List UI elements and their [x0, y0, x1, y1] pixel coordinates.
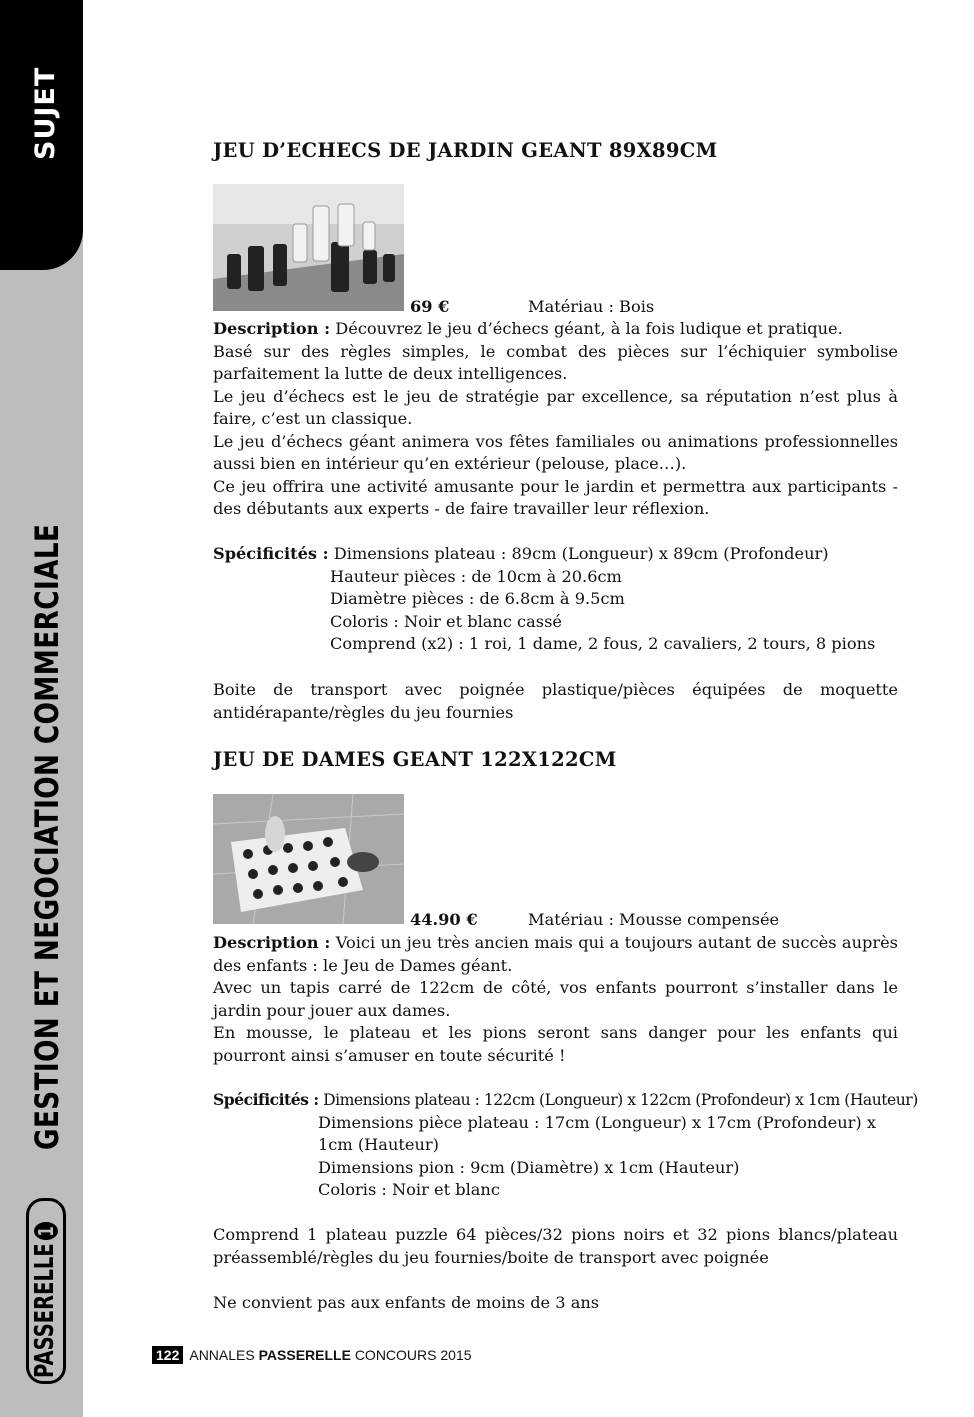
page-number: 122	[152, 1346, 183, 1364]
paragraph: Le jeu d’échecs est le jeu de stratégie par excellence, sa réputation n’est plus à faire, c’est un classique.	[213, 386, 898, 428]
footer-text-after: CONCOURS 2015	[354, 1347, 472, 1363]
specifications	[213, 543, 898, 656]
price: 69 €	[410, 297, 450, 316]
logo	[30, 1222, 60, 1378]
material: Matériau : Bois	[528, 297, 655, 316]
spec-item: Dimensions pion : 9cm (Diamètre) x 1cm (Hauteur)	[318, 1157, 740, 1177]
spec-item: Dimensions plateau : 122cm (Longueur) x 122cm (Profondeur) x 1cm (Hauteur)	[323, 1091, 918, 1109]
paragraph: Avec un tapis carré de 122cm de côté, vos enfants pourront s’installer dans le jardin pour jouer aux dames.	[213, 978, 898, 1020]
page-footer	[152, 1347, 472, 1363]
chess-photo	[213, 184, 404, 311]
package-info: Comprend 1 plateau puzzle 64 pièces/32 pions noirs et 32 pions blancs/plateau préassemblé/règles du jeu fournies/boite de transport avec poignée	[213, 1225, 898, 1267]
logo-number: 1	[34, 1222, 58, 1240]
description-text: Découvrez le jeu d’échecs géant, à la fois ludique et pratique.	[335, 319, 843, 338]
description-text: Voici un jeu très ancien mais qui a toujours autant de succès auprès des enfants : le Jeu de Dames géant.	[213, 933, 898, 975]
spec-item: 1cm (Hauteur)	[318, 1135, 439, 1154]
material: Matériau : Mousse compensée	[528, 910, 780, 929]
paragraph: Basé sur des règles simples, le combat des pièces sur l’échiquier symbolise parfaitement la lutte de deux intelligences.	[213, 341, 898, 383]
spec-item: Coloris : Noir et blanc cassé	[330, 611, 562, 631]
logo-text: PASSERELLE	[30, 1243, 60, 1378]
spec-item: Diamètre pièces : de 6.8cm à 9.5cm	[330, 589, 625, 608]
spec-item: Dimensions pièce plateau : 17cm (Longueur) x 17cm (Profondeur) x	[318, 1112, 876, 1132]
spec-item: Hauteur pièces : de 10cm à 20.6cm	[330, 566, 622, 586]
description-label: Description :	[213, 933, 331, 952]
specifications	[213, 1089, 918, 1202]
age-warning: Ne convient pas aux enfants de moins de 3 ans	[213, 1293, 600, 1312]
price: 44.90 €	[410, 910, 478, 929]
specs-label: Spécificités :	[213, 1090, 319, 1109]
description	[213, 318, 898, 521]
spec-item: Coloris : Noir et blanc	[318, 1180, 500, 1199]
section-title: GESTION ET NEGOCIATION COMMERCIALE	[28, 523, 66, 1150]
paragraph: Le jeu d’échecs géant animera vos fêtes familiales ou animations professionnelles aussi bien en intérieur qu’en extérieur (pelouse, place…).	[213, 431, 898, 473]
footer-brand: PASSERELLE	[258, 1347, 351, 1363]
spec-item: Dimensions plateau : 89cm (Longueur) x 89cm (Profondeur)	[333, 544, 829, 563]
product-title: JEU D’ECHECS DE JARDIN GEANT 89X89CM	[213, 139, 718, 162]
package-info: Boite de transport avec poignée plastique/pièces équipées de moquette antidérapante/règles du jeu fournies	[213, 680, 898, 722]
sidebar-tab-label: SUJET	[30, 66, 61, 160]
product-title: JEU DE DAMES GEANT 122X122CM	[213, 748, 617, 771]
footer-text: ANNALES	[189, 1347, 255, 1363]
paragraph: Ce jeu offrira une activité amusante pour le jardin et permettra aux participants - des débutants aux experts - de faire travailler leur réflexion.	[213, 476, 898, 518]
price-row	[410, 296, 654, 319]
draughts-photo	[213, 794, 404, 924]
specs-label: Spécificités :	[213, 544, 329, 563]
spec-item: Comprend (x2) : 1 roi, 1 dame, 2 fous, 2 cavaliers, 2 tours, 8 pions	[330, 634, 876, 653]
price-row	[410, 909, 779, 932]
paragraph: En mousse, le plateau et les pions seront sans danger pour les enfants qui pourront ainsi s’amuser en toute sécurité !	[213, 1023, 898, 1065]
description	[213, 932, 898, 1067]
description-label: Description :	[213, 319, 331, 338]
